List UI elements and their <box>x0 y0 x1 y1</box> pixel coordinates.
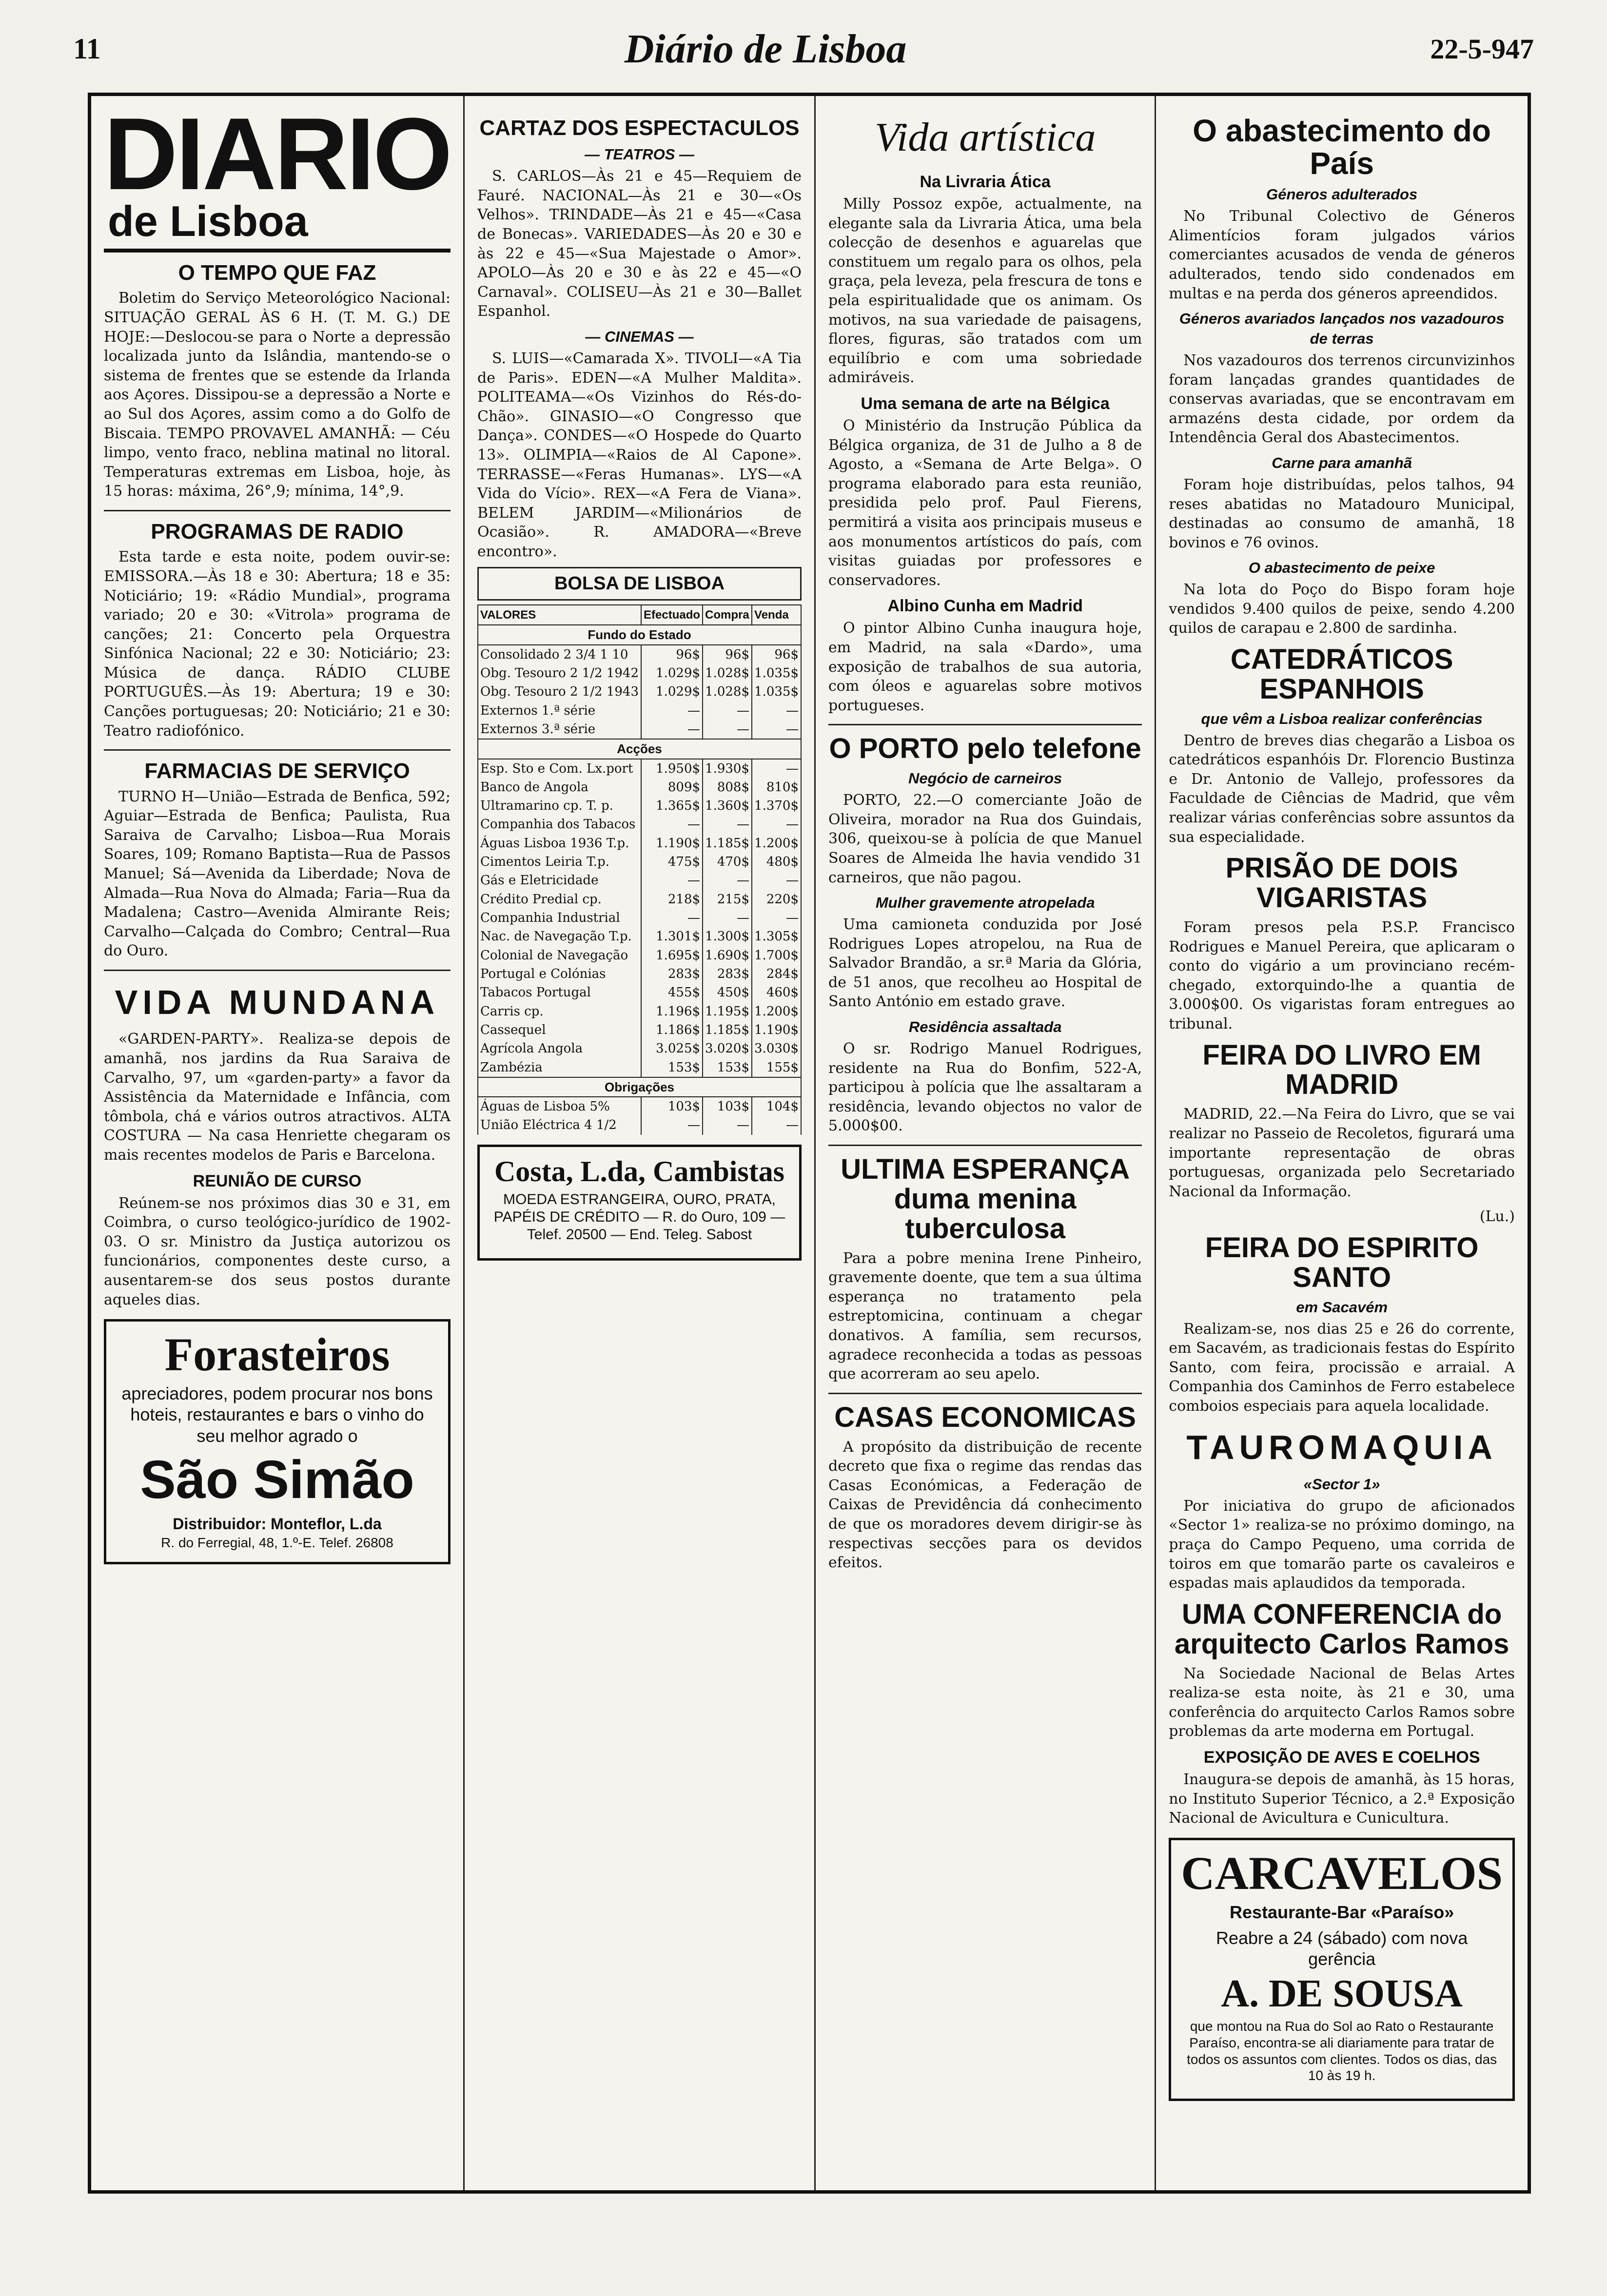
porto-text-2: Uma camioneta conduzida por José Rodrigues Lopes atropelou, na Rua de Salvador Brandão, a sr.ª Maria da Glória, de 51 anos, que recolheu ao Hospital de Santo António em estado grave. <box>828 916 1142 1011</box>
stock-value: — <box>752 815 801 834</box>
stock-value: 1.200$ <box>752 834 801 853</box>
stock-name: Consolidado 2 3/4 1 10 <box>478 645 641 664</box>
stock-row <box>478 1058 801 1077</box>
mercado-sub-4: O abastecimento de peixe <box>1248 559 1435 577</box>
carcavelos-advert <box>1169 1838 1515 2101</box>
stock-row <box>478 645 801 664</box>
feira-livro-credit: (Lu.) <box>1479 1208 1515 1226</box>
stock-row <box>478 834 801 853</box>
stock-value: 3.020$ <box>703 1039 752 1058</box>
stock-value: — <box>703 871 752 890</box>
stock-value: 103$ <box>703 1097 752 1116</box>
stock-col-header: VALORES <box>478 605 641 625</box>
stock-value: 1.035$ <box>752 664 801 682</box>
stock-row <box>478 815 801 834</box>
divider <box>104 970 451 971</box>
stock-value: 1.930$ <box>703 759 752 778</box>
stock-value: 155$ <box>752 1058 801 1077</box>
stock-name: Águas de Lisboa 5% <box>478 1097 641 1116</box>
divider <box>828 724 1142 725</box>
stock-section-row <box>478 739 801 759</box>
stock-value: — <box>641 1116 703 1134</box>
stock-value: — <box>752 871 801 890</box>
stock-row <box>478 890 801 909</box>
stock-row <box>478 664 801 682</box>
radio-text: Esta tarde e esta noite, podem ouvir-se: EMISSORA.—Às 18 e 30: Abertura; 18 e 35: Noticiário; 19: «Rádio Mundial», programa variado; 20 e 30: «Vitrola» programa de canções; 21: Concerto pela Orquestra Sinfónica Nacional; 22 e 30: Noticiário; 23: Música de dança. RÁDIO CLUBE PORTUGUÊS.—Às 19: Abertura; 19 e 30: Canções portuguesas; 20: Noticiário; 21 e 30: Teatro radiofónico. <box>104 548 451 739</box>
livraria-heading: Na Livraria Ática <box>920 172 1051 191</box>
stock-value: 1.360$ <box>703 797 752 815</box>
stock-name: Companhia Industrial <box>478 909 641 927</box>
stock-name: Banco de Angola <box>478 778 641 797</box>
reuniao-heading: REUNIÃO DE CURSO <box>193 1171 362 1190</box>
stock-col-header: Compra <box>703 605 752 625</box>
stock-section-name: Fundo do Estado <box>478 625 801 644</box>
stock-name: Tabacos Portugal <box>478 983 641 1002</box>
catedraticos-text: Dentro de breves dias chegarão a Lisboa os catedráticos espanhóis Dr. Florencio Bustinza e Dr. Antonio de Vallejo, professores da Faculdade de Ciências de Madrid, que vêm realizar várias conferências sobre assuntos da sua especialidade. <box>1169 732 1515 846</box>
teatros-text: S. CARLOS—Às 21 e 45—Requiem de Fauré. NACIONAL—Às 21 e 30—«Os Velhos». TRINDADE—Às 21 e 45—«Casa de Bonecas». VARIEDADES—Às 20 e 30 e às 22 e 45—«Sua Majestade o Amor». APOLO—Às 20 e 30 e às 22 e 45—«O Carnaval». COLISEU—Às 21 e 30—Ballet Espanhol. <box>477 168 802 320</box>
feira-livro-text: MADRID, 22.—Na Feira do Livro, que se vai realizar no Passeio de Recoletos, figurará uma importante representação de obras portuguesas, organizada pelo Secretariado Nacional da Informação. <box>1169 1106 1515 1200</box>
stock-value: 283$ <box>641 965 703 983</box>
masthead-subtitle: de Lisboa <box>108 197 308 245</box>
stock-value: 1.035$ <box>752 682 801 701</box>
stock-value: 1.700$ <box>752 946 801 965</box>
livraria-text: Milly Possoz expõe, actualmente, na elegante sala da Livraria Ática, uma bela colecção de desenhos e aguarelas que constituem um regalo para os olhos, pela graça, pela leveza, pela frescura de tons e pela espiritualidade que os animam. Os motivos, na sua variedade de paisagens, flores, figuras, são tratados com um equilíbrio e com uma sobriedade admiráveis. <box>828 195 1142 387</box>
stock-value: 1.185$ <box>703 1021 752 1039</box>
stock-value: — <box>703 909 752 927</box>
cinemas-heading: — CINEMAS — <box>585 328 694 346</box>
stock-value: 1.301$ <box>641 927 703 946</box>
stock-value: — <box>641 871 703 890</box>
stock-row <box>478 946 801 965</box>
pharmacies-text: TURNO H—União—Estrada de Benfica, 592; Aguiar—Estrada de Benfica; Paulista, Rua Saraiva de Carvalho; Lisboa—Rua Morais Soares, 109; Romano Baptista—Rua de Passos Manuel; Sá—Avenida da Liberdade; Nova de Almada—Rua Nova do Almada; Faria—Rua da Madalena; Castro—Avenida Almirante Reis; Carvalho—Calçada do Combro; Central—Rua do Ouro. <box>104 788 451 960</box>
stock-name: Obg. Tesouro 2 1/2 1942 <box>478 664 641 682</box>
stock-value: 809$ <box>641 778 703 797</box>
weather-heading: O TEMPO QUE FAZ <box>178 261 376 285</box>
stock-value: — <box>703 701 752 720</box>
stock-value: 104$ <box>752 1097 801 1116</box>
stock-row <box>478 927 801 946</box>
teatros-heading: — TEATROS — <box>584 146 695 163</box>
stock-value: 1.029$ <box>641 664 703 682</box>
costa-advert-title: Costa, L.da, Cambistas <box>494 1155 785 1187</box>
porto-sub-3: Residência assaltada <box>908 1018 1062 1036</box>
porto-text-1: PORTO, 22.—O comerciante João de Oliveira, morador na Rua dos Guindais, 306, queixou-se à polícia de que Manuel Soares de Almeida lhe havia vendido 31 carneiros, que não pagou. <box>828 792 1142 886</box>
stock-name: Nac. de Navegação T.p. <box>478 927 641 946</box>
stock-value: — <box>703 720 752 739</box>
porto-sub-1: Negócio de carneiros <box>908 770 1062 787</box>
stock-row <box>478 909 801 927</box>
stock-value: 808$ <box>703 778 752 797</box>
column-3 <box>816 96 1156 2190</box>
stock-row <box>478 1116 801 1134</box>
stock-value: — <box>641 815 703 834</box>
sao-simao-advert <box>104 1319 451 1564</box>
advert-text: apreciadores, podem procurar nos bons hoteis, restaurantes e bars o vinho do seu melhor agrado o <box>121 1383 433 1446</box>
weather-text: Boletim do Serviço Meteorológico Nacional: SITUAÇÃO GERAL ÀS 6 H. (T. M. G.) DE HOJE:—Deslocou-se para o Norte a depressão localizada junto da Islândia, mantendo-se o sistema de frentes que se estende da Irlanda aos Açores. Dissipou-se a depressão a Norte e ao Sul dos Açores, assim como a do Golfo de Biscaia. TEMPO PROVAVEL AMANHÃ: — Céu limpo, vento fraco, neblina matinal no litoral. Temperaturas extremas em Lisboa, hoje, às 15 horas: máxima, 26°,9; mínima, 14°,9. <box>104 290 451 500</box>
stock-value: — <box>641 701 703 720</box>
stock-value: 455$ <box>641 983 703 1002</box>
stock-value: — <box>641 720 703 739</box>
stock-value: 1.695$ <box>641 946 703 965</box>
mercado-text-3: Foram hoje distribuídas, pelos talhos, 94 reses abatidas no Matadouro Municipal, destinadas ao consumo de amanhã, 18 bovinos e 76 ovinos. <box>1169 476 1515 551</box>
carcavelos-text: que montou na Rua do Sol ao Rato o Restaurante Paraíso, encontra-se ali diariamente para tratar de todos os assuntos com clientes. Todos os dias, das 10 às 19 h. <box>1187 2019 1497 2083</box>
column-4 <box>1156 96 1528 2190</box>
paper-name: Diário de Lisboa <box>624 26 907 72</box>
stock-row <box>478 1002 801 1021</box>
stock-row <box>478 682 801 701</box>
stock-value: — <box>752 1116 801 1134</box>
stock-row <box>478 701 801 720</box>
tauromaquia-heading: TAUROMAQUIA <box>1186 1428 1497 1466</box>
page-number: 11 <box>73 32 101 65</box>
conferencia-text: Na Sociedade Nacional de Belas Artes realiza-se esta noite, às 21 e 30, uma conferência do arquitecto Carlos Ramos sobre problemas da arte moderna em Portugal. <box>1169 1665 1515 1740</box>
stock-value: 220$ <box>752 890 801 909</box>
stock-name: Companhia dos Tabacos <box>478 815 641 834</box>
stock-value: — <box>703 815 752 834</box>
stock-value: 1.305$ <box>752 927 801 946</box>
advert-heading: Forasteiros <box>164 1328 390 1381</box>
albino-text: O pintor Albino Cunha inaugura hoje, em Madrid, na sala «Dardo», uma exposição de trabalhos de sua autoria, com óleos e aguarelas sobre motivos portugueses. <box>828 620 1142 714</box>
masthead <box>104 97 451 253</box>
stock-value: 283$ <box>703 965 752 983</box>
stock-name: Agrícola Angola <box>478 1039 641 1058</box>
page-folio <box>73 19 1534 78</box>
stock-col-header: Venda <box>752 605 801 625</box>
belgica-text: O Ministério da Instrução Pública da Bélgica organiza, de 31 de Julho a 8 de Agosto, a «Semana de Arte Belga». O programa elaborado para esta reunião, presidida pelo prof. Paul Fierens, permitirá a visita aos principais museus e aos monumentos artísticos do país, com visitas guiadas por professores e conservadores. <box>828 417 1142 589</box>
divider <box>104 749 451 751</box>
tauromaquia-text: Por iniciativa do grupo de aficionados «Sector 1» realiza-se no próximo domingo, na praça do Campo Pequeno, uma corrida de toiros em que tomarão parte os cavaleiros e espadas mais aplaudidos da temporada. <box>1169 1497 1515 1592</box>
pharmacies-heading: FARMACIAS DE SERVIÇO <box>144 759 410 783</box>
stock-row <box>478 797 801 815</box>
advert-brand: São Simão <box>140 1449 414 1510</box>
stock-value: 810$ <box>752 778 801 797</box>
stock-name: Ultramarino cp. T. p. <box>478 797 641 815</box>
advert-distributor: Distribuidor: Monteflor, L.da <box>173 1515 382 1533</box>
stock-value: — <box>752 759 801 778</box>
mundana-text: «GARDEN-PARTY». Realiza-se depois de amanhã, nos jardins da Rua Saraiva de Carvalho, 97, um «garden-party» a favor da Assistência da Maternidade e Infância, com tômbola, chá e vários outros atractivos. ALTA COSTURA — Na casa Henriette chegaram os mais recentes modelos de Paris e Barcelona. <box>104 1031 451 1164</box>
masthead-title: DIARIO <box>104 97 451 211</box>
stock-value: 3.025$ <box>641 1039 703 1058</box>
stock-name: Cassequel <box>478 1021 641 1039</box>
stock-value: 153$ <box>641 1058 703 1077</box>
stock-value: — <box>703 1116 752 1134</box>
stock-value: 1.190$ <box>752 1021 801 1039</box>
stock-name: Zambézia <box>478 1058 641 1077</box>
stock-section-row <box>478 1077 801 1097</box>
catedraticos-sub: que vêm a Lisboa realizar conferências <box>1201 710 1483 727</box>
stock-value: — <box>641 909 703 927</box>
aves-heading: EXPOSIÇÃO DE AVES E COELHOS <box>1203 1748 1480 1767</box>
stock-value: — <box>752 909 801 927</box>
stock-value: 1.028$ <box>703 682 752 701</box>
cartaz-heading: CARTAZ DOS ESPECTACULOS <box>479 116 800 140</box>
stock-row <box>478 778 801 797</box>
feira-livro-heading: FEIRA DO LIVRO EM MADRID <box>1202 1039 1481 1101</box>
feira-espirito-sub: em Sacavém <box>1296 1298 1388 1316</box>
page-frame <box>88 93 1531 2194</box>
stock-name: Externos 3.ª série <box>478 720 641 739</box>
costa-advert-text: MOEDA ESTRANGEIRA, OURO, PRATA, PAPÉIS DE CRÉDITO — R. do Ouro, 109 — Telef. 20500 — End. Teleg. Sabost <box>493 1191 785 1243</box>
casas-heading: CASAS ECONOMICAS <box>834 1401 1136 1433</box>
stock-value: 1.196$ <box>641 1002 703 1021</box>
bolsa-heading: BOLSA DE LISBOA <box>477 567 802 600</box>
cinemas-text: S. LUIS—«Camarada X». TIVOLI—«A Tia de Paris». EDEN—«A Mulher Maldita». POLITEAMA—«Os Vizinhos do Rés-do-Chão». GINASIO—«O Congresso que Dança». CONDES—«O Hospede do Quarto 13». OLIMPIA—«Raios de Al Capone». TERRASSE—«Feras Humanas». LYS—«A Vida do Vício». REX—«A Fera de Viana». BELEM JARDIM—«Milionários de Ocasião». R. AMADORA—«Breve encontro». <box>477 350 802 560</box>
costa-cambistas-advert <box>477 1145 802 1261</box>
porto-heading: O PORTO pelo telefone <box>829 733 1141 765</box>
stock-value: 1.300$ <box>703 927 752 946</box>
abastecimento-heading: O abastecimento do País <box>1193 113 1491 181</box>
stock-value: 1.186$ <box>641 1021 703 1039</box>
stock-name: Portugal e Colónias <box>478 965 641 983</box>
stock-value: 1.690$ <box>703 946 752 965</box>
stock-table <box>477 604 802 1135</box>
stock-value: 103$ <box>641 1097 703 1116</box>
stock-value: 153$ <box>703 1058 752 1077</box>
stock-value: 96$ <box>703 645 752 664</box>
porto-text-3: O sr. Rodrigo Manuel Rodrigues, residente na Rua do Bonfim, 522-A, participou à polícia que lhe assaltaram a residência, levando objectos no valor de 5.000$00. <box>828 1040 1142 1135</box>
stock-value: 215$ <box>703 890 752 909</box>
stock-value: 480$ <box>752 853 801 871</box>
reuniao-text: Reúnem-se nos próximos dias 30 e 31, em Coimbra, o curso teológico-jurídico de 1902-03. O sr. Ministro da Justiça autorizou os funcionários, componentes deste curso, a ausentarem-se dos seus postos durante aqueles dias. <box>104 1194 451 1308</box>
stock-value: 1.195$ <box>703 1002 752 1021</box>
stock-name: Externos 1.ª série <box>478 701 641 720</box>
carcavelos-reopen: Reabre a 24 (sábado) com nova gerência <box>1215 1928 1468 1969</box>
feira-espirito-heading: FEIRA DO ESPIRITO SANTO <box>1205 1231 1479 1293</box>
stock-row <box>478 853 801 871</box>
stock-row <box>478 759 801 778</box>
divider <box>104 510 451 511</box>
stock-value: 450$ <box>703 983 752 1002</box>
stock-value: 1.029$ <box>641 682 703 701</box>
stock-row <box>478 1039 801 1058</box>
carcavelos-title: CARCAVELOS <box>1181 1847 1503 1899</box>
feira-espirito-text: Realizam-se, nos dias 25 e 26 do corrente, em Sacavém, as tradicionais festas do Espírito Santo, com feira, procissão e arraial. A Companhia dos Caminhos de Ferro estabelece comboios especiais para aquela localidade. <box>1169 1320 1515 1415</box>
stock-value: 1.200$ <box>752 1002 801 1021</box>
mercado-sub-1: Géneros adulterados <box>1266 186 1418 203</box>
carcavelos-venue: Restaurante-Bar «Paraíso» <box>1230 1902 1454 1922</box>
stock-row <box>478 983 801 1002</box>
stock-value: — <box>752 701 801 720</box>
stock-row <box>478 871 801 890</box>
stock-value: 96$ <box>641 645 703 664</box>
mercado-text-4: Na lota do Poço do Bispo foram hoje vendidos 9.400 quilos de peixe, sendo 4.200 quilos de carapau e 2.800 de sardinha. <box>1169 581 1515 637</box>
stock-section-name: Acções <box>478 739 801 759</box>
column-1 <box>91 96 465 2190</box>
stock-value: 96$ <box>752 645 801 664</box>
vigaristas-heading: PRISÃO DE DOIS VIGARISTAS <box>1225 852 1458 914</box>
stock-name: Crédito Predial cp. <box>478 890 641 909</box>
conferencia-heading: UMA CONFERENCIA do arquitecto Carlos Ramos <box>1174 1598 1509 1660</box>
mundana-heading: VIDA MUNDANA <box>115 983 440 1021</box>
stock-value: 1.185$ <box>703 834 752 853</box>
mercado-text-2: Nos vazadouros dos terrenos circunvizinhos foram lançadas grandes quantidades de conservas avariadas, que se encontravam em armazéns desta cidade, por ordem da Intendência Geral dos Abastecimentos. <box>1169 352 1515 447</box>
stock-value: 218$ <box>641 890 703 909</box>
stock-section-row <box>478 625 801 644</box>
divider <box>828 1145 1142 1146</box>
stock-value: 1.190$ <box>641 834 703 853</box>
porto-sub-2: Mulher gravemente atropelada <box>875 894 1095 912</box>
catedraticos-heading: CATEDRÁTICOS ESPANHOIS <box>1230 643 1453 705</box>
stock-value: 1.028$ <box>703 664 752 682</box>
aves-text: Inaugura-se depois de amanhã, às 15 horas, no Instituto Superior Técnico, a 2.ª Exposição Nacional de Avicultura e Cunicultura. <box>1169 1771 1515 1827</box>
mercado-sub-3: Carne para amanhã <box>1272 454 1412 472</box>
stock-row <box>478 720 801 739</box>
stock-name: Carris cp. <box>478 1002 641 1021</box>
stock-value: 1.370$ <box>752 797 801 815</box>
tauromaquia-sub: «Sector 1» <box>1303 1475 1380 1493</box>
stock-section-name: Obrigações <box>478 1077 801 1097</box>
stock-name: Esp. Sto e Com. Lx.port <box>478 759 641 778</box>
vigaristas-text: Foram presos pela P.S.P. Francisco Rodrigues e Manuel Pereira, que aplicaram o conto do vigário a um provinciano recém-chegado, extorquindo-lhe a quantia de 3.000$00. Os vigaristas foram entregues ao tribunal. <box>1169 919 1515 1032</box>
stock-row <box>478 965 801 983</box>
mercado-sub-2: Géneros avariados lançados nos vazadouros de terras <box>1179 310 1505 348</box>
issue-date: 22-5-947 <box>1430 33 1534 65</box>
stock-name: Águas Lisboa 1936 T.p. <box>478 834 641 853</box>
albino-heading: Albino Cunha em Madrid <box>887 597 1083 616</box>
casas-text: A propósito da distribuição de recente decreto que fixa o regime das rendas das Casas Económicas, a Federação de Caixas de Previdência dá conhecimento de que os moradores devem dirigir-se às respectivas secções para os devidos efeitos. <box>828 1438 1142 1572</box>
stock-value: 475$ <box>641 853 703 871</box>
advert-address: R. do Ferregial, 48, 1.º-E. Telef. 26808 <box>161 1535 393 1550</box>
stock-row <box>478 1021 801 1039</box>
stock-col-header: Efectuado <box>641 605 703 625</box>
carcavelos-owner: A. DE SOUSA <box>1221 1972 1463 2016</box>
esperanca-heading: ULTIMA ESPERANÇA duma menina tuberculosa <box>841 1153 1130 1245</box>
belgica-heading: Uma semana de arte na Bélgica <box>861 394 1110 413</box>
stock-value: — <box>752 720 801 739</box>
column-2 <box>465 96 816 2190</box>
stock-value: 284$ <box>752 965 801 983</box>
stock-name: União Eléctrica 4 1/2 <box>478 1116 641 1134</box>
stock-value: 460$ <box>752 983 801 1002</box>
vida-artistica-heading: Vida artística <box>874 115 1096 160</box>
radio-heading: PROGRAMAS DE RADIO <box>151 519 404 544</box>
stock-name: Gás e Eletricidade <box>478 871 641 890</box>
divider <box>828 1393 1142 1394</box>
stock-value: 1.365$ <box>641 797 703 815</box>
stock-row <box>478 1097 801 1116</box>
stock-name: Obg. Tesouro 2 1/2 1943 <box>478 682 641 701</box>
mercado-text-1: No Tribunal Colectivo de Géneros Alimentícios foram julgados vários comerciantes acusados de venda de géneros adulterados, tendo sido condenados em multas e na perda dos géneros apreendidos. <box>1169 208 1515 302</box>
stock-value: 1.950$ <box>641 759 703 778</box>
esperanca-text: Para a pobre menina Irene Pinheiro, gravemente doente, que tem a sua última esperança no tratamento pela estreptomicina, continuam a chegar donativos. A família, sem recursos, agradece reconhecida a todas as pessoas que acorreram ao seu apelo. <box>828 1249 1142 1383</box>
stock-name: Cimentos Leiria T.p. <box>478 853 641 871</box>
stock-value: 470$ <box>703 853 752 871</box>
stock-name: Colonial de Navegação <box>478 946 641 965</box>
stock-value: 3.030$ <box>752 1039 801 1058</box>
